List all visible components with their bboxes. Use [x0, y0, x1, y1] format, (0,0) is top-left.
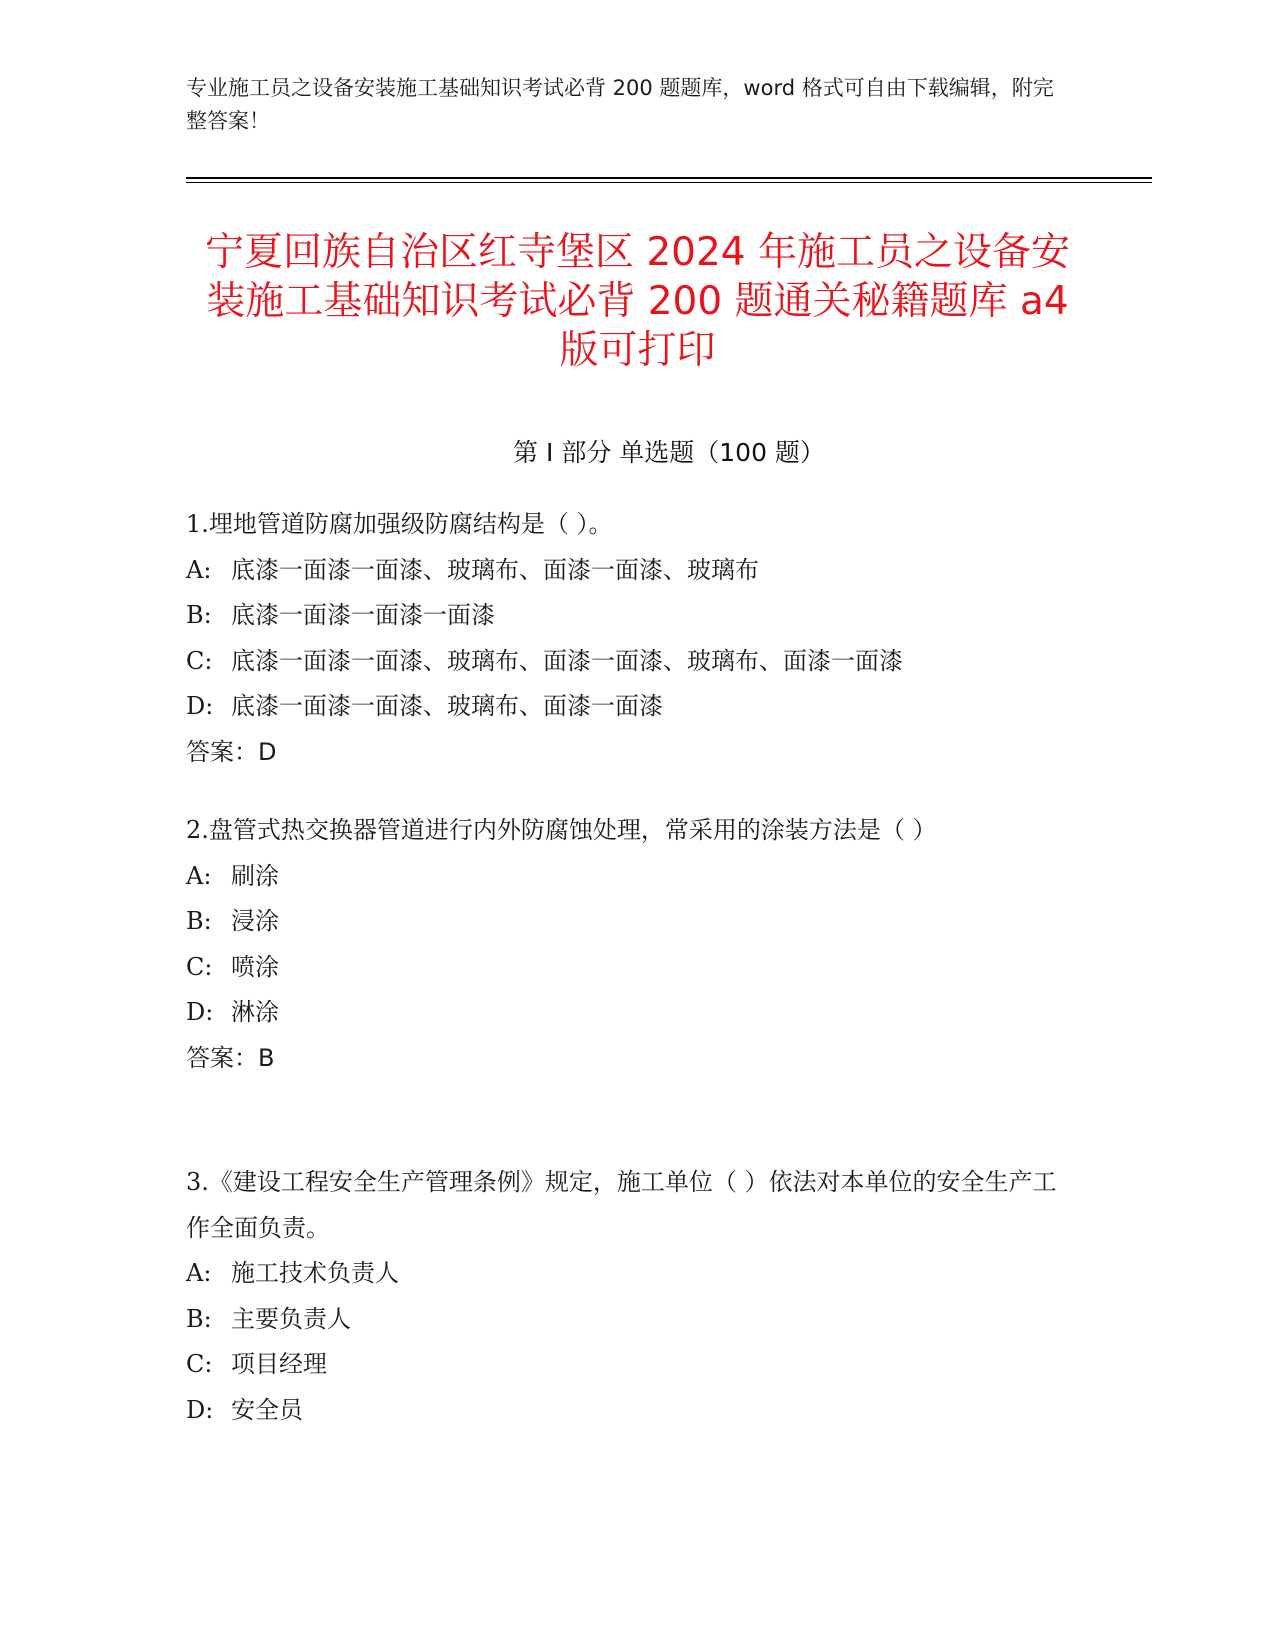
- option-text: 喷涂: [231, 952, 279, 981]
- option-d: [186, 1388, 1066, 1434]
- option-key: A:: [186, 555, 212, 584]
- question-block: [186, 502, 1066, 775]
- option-key: D:: [186, 998, 214, 1026]
- option-b: [186, 593, 1066, 639]
- option-text: 底漆一面漆一面漆、玻璃布、面漆一面漆、玻璃布、面漆一面漆: [231, 646, 903, 675]
- option-a: [186, 854, 1066, 900]
- option-b: [186, 899, 1066, 945]
- answer: 答案：B: [186, 1043, 275, 1072]
- option-text: 底漆一面漆一面漆、玻璃布、面漆一面漆、玻璃布: [231, 555, 759, 584]
- option-text: 项目经理: [231, 1350, 327, 1378]
- document-title: 宁夏回族自治区红寺堡区 2024 年施工员之设备安装施工基础知识考试必背 200 题通关秘籍题库 a4 版可打印: [204, 230, 1071, 373]
- option-c: [186, 945, 1066, 991]
- option-text: 淋涂: [231, 998, 279, 1026]
- option-b: [186, 1297, 1066, 1343]
- option-a: [186, 1251, 1066, 1297]
- option-d: [186, 990, 1066, 1036]
- option-key: C:: [186, 646, 213, 675]
- option-text: 刷涂: [231, 861, 279, 890]
- option-key: C:: [186, 1350, 213, 1378]
- question-stem: 1.埋地管道防腐加强级防腐结构是（ ）。: [186, 510, 613, 538]
- header-note: 专业施工员之设备安装施工基础知识考试必背 200 题题库，word 格式可自由下载编辑，附完整答案！: [186, 76, 1054, 133]
- question-block: [186, 808, 1066, 1081]
- option-text: 底漆一面漆一面漆、玻璃布、面漆一面漆: [231, 692, 663, 720]
- option-key: D:: [186, 692, 214, 720]
- option-key: D:: [186, 1395, 214, 1424]
- option-text: 浸涂: [231, 907, 279, 935]
- option-key: C:: [186, 952, 213, 981]
- option-text: 安全员: [231, 1395, 303, 1424]
- option-key: B:: [186, 601, 212, 629]
- option-key: A:: [186, 861, 212, 890]
- option-d: [186, 684, 1066, 730]
- option-key: B:: [186, 1304, 212, 1333]
- answer: 答案：D: [186, 737, 277, 766]
- header-divider-thin: [186, 182, 1152, 183]
- question-block: [186, 1160, 1066, 1433]
- option-text: 底漆一面漆一面漆一面漆: [231, 601, 495, 629]
- option-c: [186, 1342, 1066, 1388]
- header-divider: [186, 177, 1152, 179]
- option-text: 主要负责人: [231, 1304, 351, 1333]
- option-key: A:: [186, 1259, 212, 1287]
- section-heading: 第 I 部分 单选题（100 题）: [513, 438, 825, 467]
- option-c: [186, 639, 1066, 685]
- option-a: [186, 548, 1066, 594]
- question-stem: 2.盘管式热交换器管道进行内外防腐蚀处理，常采用的涂装方法是（ ）: [186, 816, 937, 844]
- option-text: 施工技术负责人: [231, 1259, 399, 1287]
- question-stem: 3.《建设工程安全生产管理条例》规定，施工单位（ ）依法对本单位的安全生产工作全面负责。: [186, 1168, 1057, 1242]
- option-key: B:: [186, 907, 212, 935]
